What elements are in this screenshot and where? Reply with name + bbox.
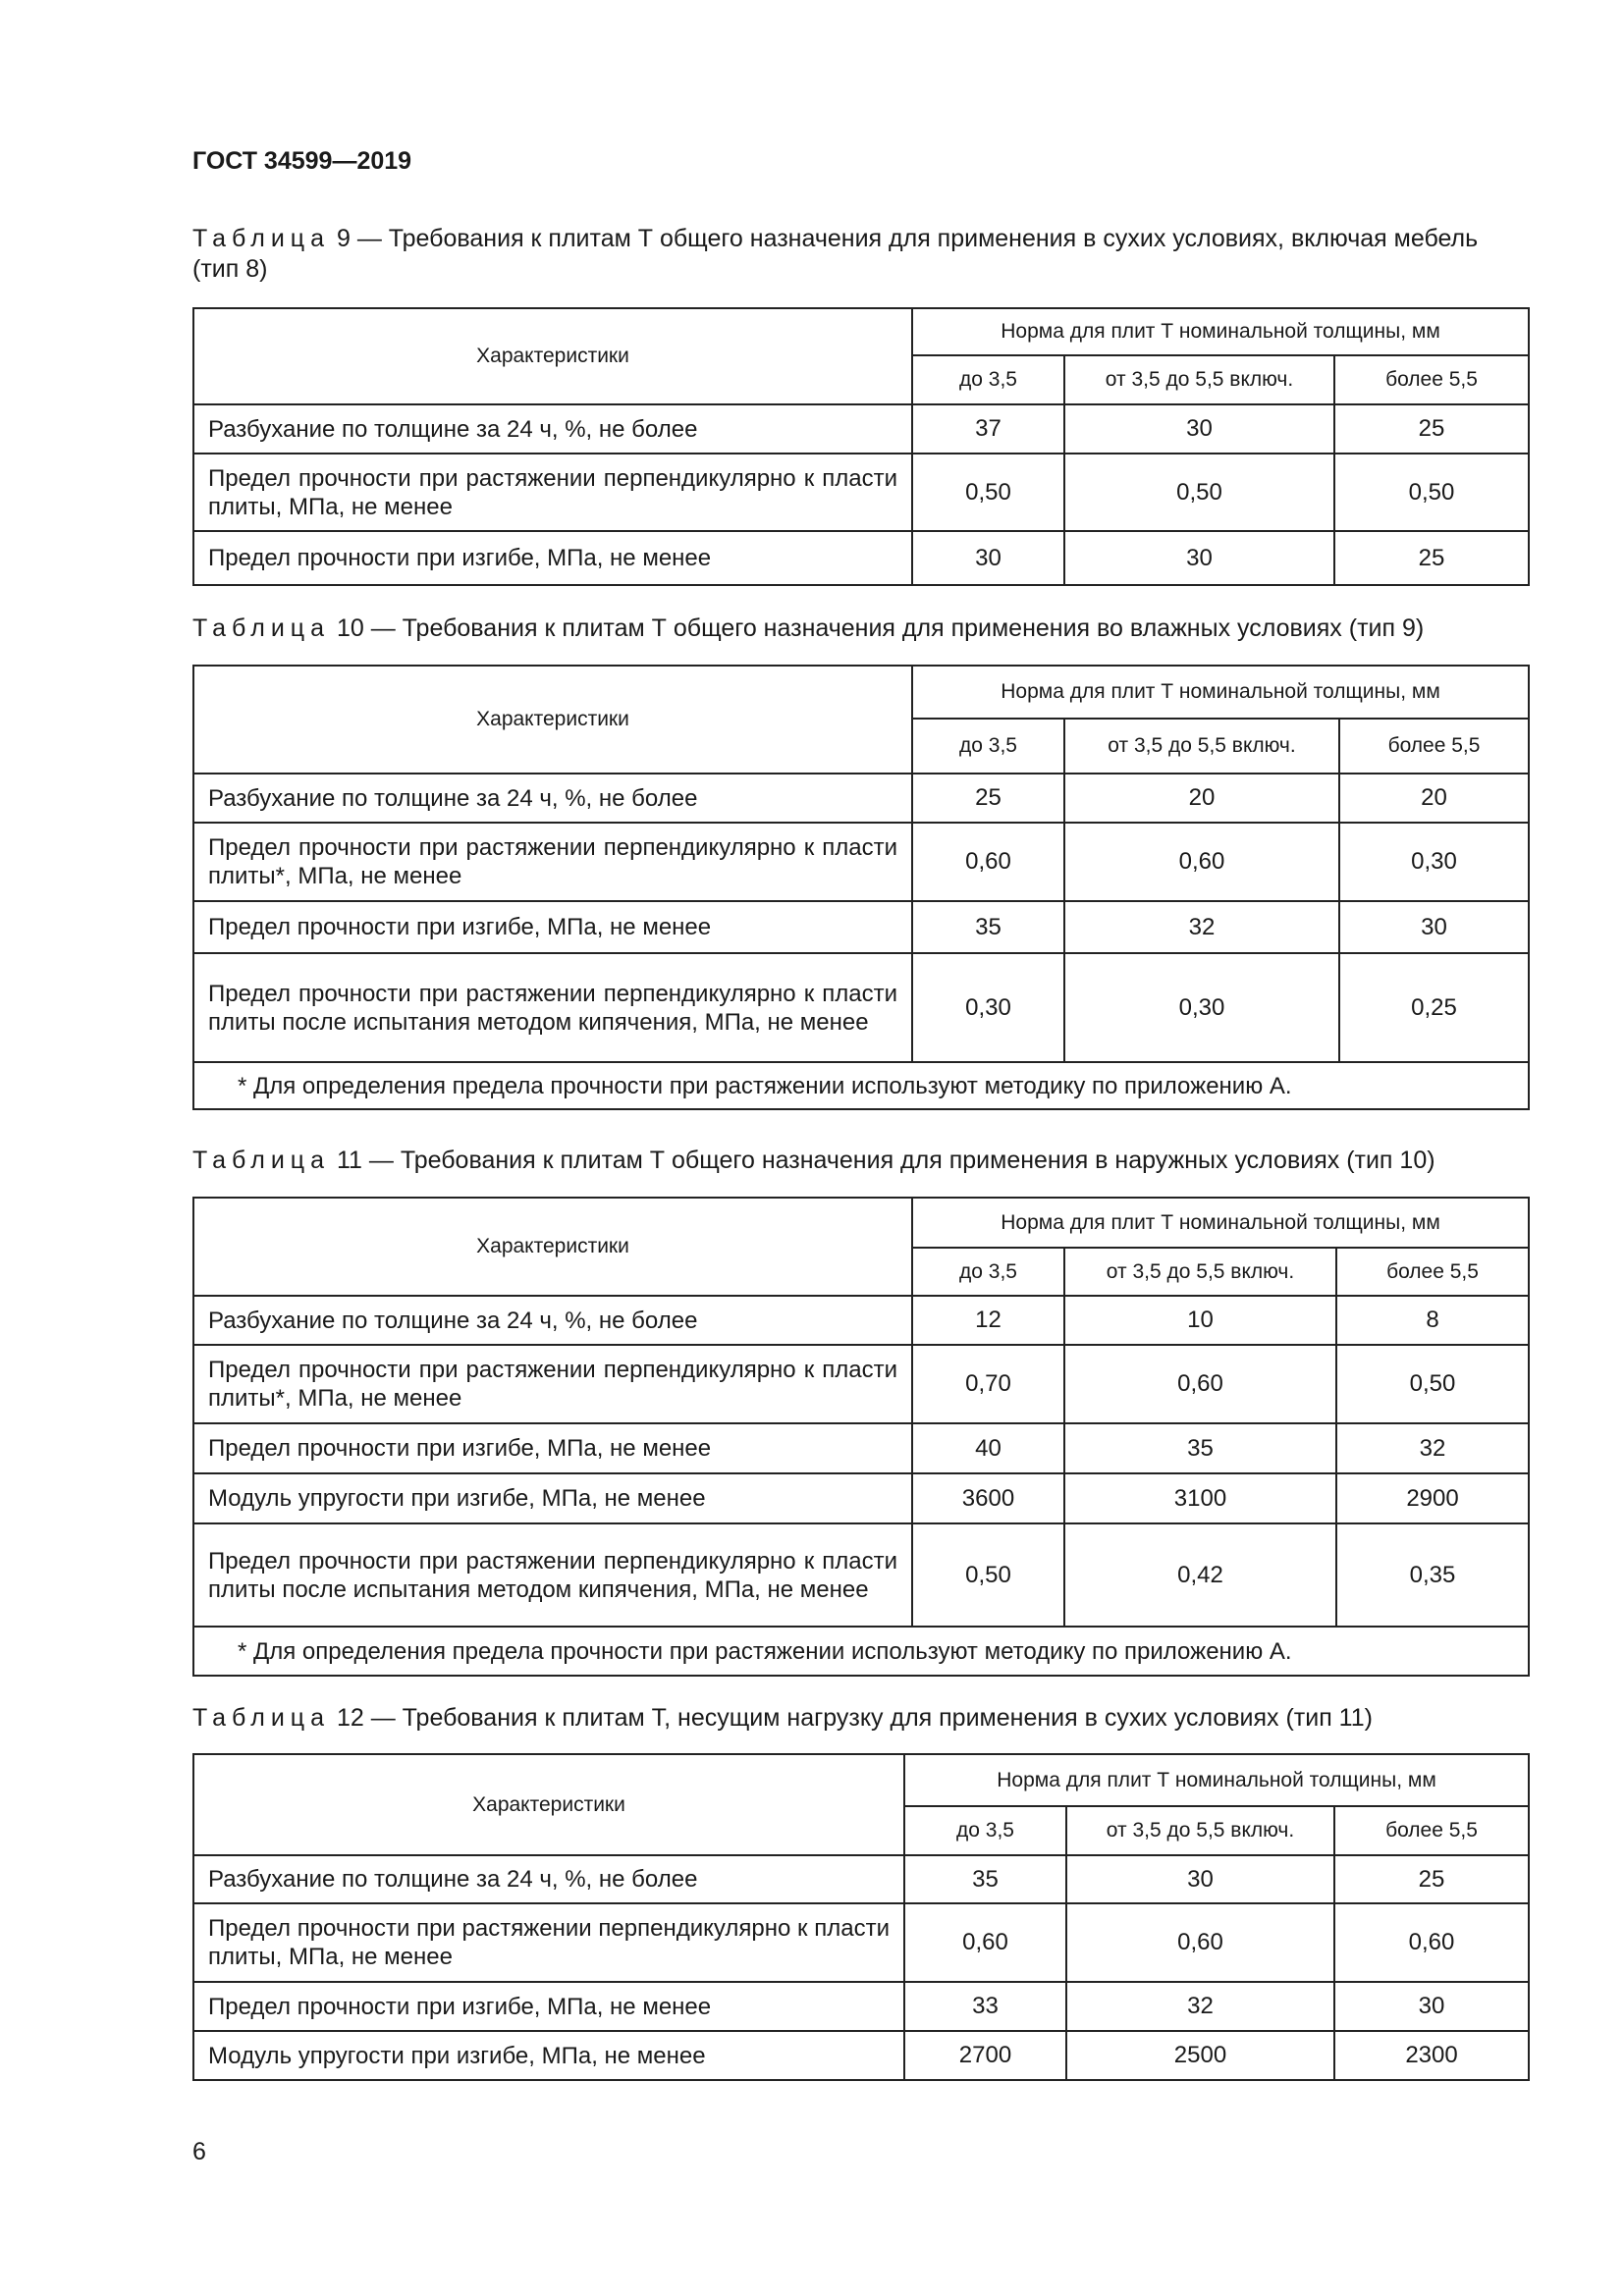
- column-header-3-5-to-5-5: от 3,5 до 5,5 включ.: [1064, 1248, 1336, 1296]
- table-row: [193, 1523, 1529, 1627]
- column-header-over-5-5: более 5,5: [1334, 1806, 1529, 1855]
- table-row: [193, 953, 1529, 1062]
- table-footnote: * Для определения предела прочности при растяжении используют методику по приложению А.: [193, 1062, 1529, 1109]
- column-header-over-5-5: более 5,5: [1336, 1248, 1529, 1296]
- row-value: 33: [904, 1982, 1066, 2031]
- row-value: 0,60: [1066, 1903, 1334, 1982]
- row-value: 0,30: [912, 953, 1064, 1062]
- table-row: [193, 2031, 1529, 2080]
- row-value: 0,60: [912, 823, 1064, 901]
- row-name: Предел прочности при изгибе, МПа, не менее: [193, 1423, 912, 1473]
- row-value: 32: [1064, 901, 1339, 953]
- row-value: 3100: [1064, 1473, 1336, 1523]
- row-value: 0,70: [912, 1345, 1064, 1423]
- table-footnote-row: [193, 1627, 1529, 1676]
- table-row: [193, 404, 1529, 454]
- table-row: [193, 1345, 1529, 1423]
- row-value: 2500: [1066, 2031, 1334, 2080]
- row-value: 2900: [1336, 1473, 1529, 1523]
- table-11: [192, 1197, 1530, 1677]
- table-label: Таблица: [192, 614, 331, 642]
- table-row: [193, 1423, 1529, 1473]
- characteristics-header: Характеристики: [193, 308, 912, 404]
- row-value: 0,30: [1064, 953, 1339, 1062]
- table-10: [192, 665, 1530, 1110]
- row-name: Предел прочности при растяжении перпендикулярно к пласти плиты, МПа, не менее: [193, 1903, 904, 1982]
- row-name: Предел прочности при изгибе, МПа, не менее: [193, 531, 912, 585]
- row-name: Предел прочности при растяжении перпендикулярно к пласти плиты*, МПа, не менее: [193, 823, 912, 901]
- row-name: Модуль упругости при изгибе, МПа, не менее: [193, 2031, 904, 2080]
- column-header-up-to-3-5: до 3,5: [912, 1248, 1064, 1296]
- row-name: Разбухание по толщине за 24 ч, %, не более: [193, 774, 912, 823]
- table-caption-text: 11 — Требования к плитам Т общего назначения для применения в наружных условиях (тип 10): [330, 1147, 1435, 1174]
- norm-header: Норма для плит Т номинальной толщины, мм: [912, 1198, 1529, 1248]
- row-value: 0,50: [1336, 1345, 1529, 1423]
- table-row: [193, 531, 1529, 585]
- row-value: 0,30: [1339, 823, 1529, 901]
- characteristics-header: Характеристики: [193, 1754, 904, 1855]
- row-value: 32: [1066, 1982, 1334, 2031]
- row-value: 20: [1339, 774, 1529, 823]
- column-header-over-5-5: более 5,5: [1339, 719, 1529, 774]
- row-name: Предел прочности при изгибе, МПа, не менее: [193, 901, 912, 953]
- characteristics-header: Характеристики: [193, 1198, 912, 1296]
- row-value: 12: [912, 1296, 1064, 1345]
- row-value: 10: [1064, 1296, 1336, 1345]
- row-value: 35: [912, 901, 1064, 953]
- row-value: 40: [912, 1423, 1064, 1473]
- characteristics-header: Характеристики: [193, 666, 912, 774]
- row-value: 30: [912, 531, 1064, 585]
- row-name: Предел прочности при растяжении перпендикулярно к пласти плиты после испытания методом кипячения, МПа, не менее: [193, 1523, 912, 1627]
- row-value: 0,42: [1064, 1523, 1336, 1627]
- column-header-up-to-3-5: до 3,5: [912, 719, 1064, 774]
- table-caption-text: 12 — Требования к плитам Т, несущим нагрузку для применения в сухих условиях (тип 11): [330, 1704, 1373, 1732]
- table-row: [193, 1855, 1529, 1903]
- row-value: 30: [1339, 901, 1529, 953]
- table-row: [193, 774, 1529, 823]
- row-name: Предел прочности при растяжении перпендикулярно к пласти плиты, МПа, не менее: [193, 454, 912, 531]
- row-value: 2300: [1334, 2031, 1529, 2080]
- table-10-caption: [192, 614, 1528, 644]
- row-value: 25: [1334, 1855, 1529, 1903]
- column-header-3-5-to-5-5: от 3,5 до 5,5 включ.: [1064, 355, 1334, 404]
- table-9: [192, 307, 1530, 586]
- table-row: [193, 1473, 1529, 1523]
- row-value: 3600: [912, 1473, 1064, 1523]
- table-row: [193, 1903, 1529, 1982]
- table-row: [193, 901, 1529, 953]
- table-label: Таблица: [192, 1704, 331, 1732]
- row-name: Модуль упругости при изгибе, МПа, не менее: [193, 1473, 912, 1523]
- table-caption-text: 9 — Требования к плитам Т общего назначения для применения в сухих условиях, включая мебель (тип 8): [192, 225, 1479, 283]
- row-value: 0,60: [904, 1903, 1066, 1982]
- row-value: 2700: [904, 2031, 1066, 2080]
- row-value: 35: [1064, 1423, 1336, 1473]
- row-value: 37: [912, 404, 1064, 454]
- table-9-caption: [192, 224, 1528, 285]
- row-name: Предел прочности при растяжении перпендикулярно к пласти плиты*, МПа, не менее: [193, 1345, 912, 1423]
- row-value: 30: [1064, 531, 1334, 585]
- row-value: 8: [1336, 1296, 1529, 1345]
- row-value: 0,50: [1064, 454, 1334, 531]
- table-footnote-row: [193, 1062, 1529, 1109]
- row-value: 20: [1064, 774, 1339, 823]
- row-value: 35: [904, 1855, 1066, 1903]
- table-12: [192, 1753, 1530, 2081]
- table-row: [193, 823, 1529, 901]
- table-row: [193, 1982, 1529, 2031]
- row-value: 30: [1334, 1982, 1529, 2031]
- norm-header: Норма для плит Т номинальной толщины, мм: [904, 1754, 1529, 1806]
- norm-header: Норма для плит Т номинальной толщины, мм: [912, 308, 1529, 355]
- row-value: 32: [1336, 1423, 1529, 1473]
- column-header-up-to-3-5: до 3,5: [904, 1806, 1066, 1855]
- column-header-3-5-to-5-5: от 3,5 до 5,5 включ.: [1066, 1806, 1334, 1855]
- row-name: Разбухание по толщине за 24 ч, %, не более: [193, 404, 912, 454]
- table-row: [193, 454, 1529, 531]
- row-name: Предел прочности при растяжении перпендикулярно к пласти плиты после испытания методом кипячения, МПа, не менее: [193, 953, 912, 1062]
- column-header-up-to-3-5: до 3,5: [912, 355, 1064, 404]
- table-row: [193, 1296, 1529, 1345]
- row-name: Разбухание по толщине за 24 ч, %, не более: [193, 1855, 904, 1903]
- row-name: Предел прочности при изгибе, МПа, не менее: [193, 1982, 904, 2031]
- row-value: 0,60: [1064, 823, 1339, 901]
- table-11-caption: [192, 1146, 1528, 1176]
- row-value: 25: [912, 774, 1064, 823]
- page-number: 6: [192, 2138, 206, 2165]
- row-value: 0,60: [1064, 1345, 1336, 1423]
- table-label: Таблица: [192, 225, 331, 252]
- table-12-caption: [192, 1703, 1528, 1734]
- table-caption-text: 10 — Требования к плитам Т общего назначения для применения во влажных условиях (тип 9): [330, 614, 1425, 642]
- table-label: Таблица: [192, 1147, 331, 1174]
- row-value: 30: [1066, 1855, 1334, 1903]
- column-header-3-5-to-5-5: от 3,5 до 5,5 включ.: [1064, 719, 1339, 774]
- column-header-over-5-5: более 5,5: [1334, 355, 1529, 404]
- row-value: 0,50: [912, 454, 1064, 531]
- row-value: 25: [1334, 531, 1529, 585]
- row-value: 0,25: [1339, 953, 1529, 1062]
- row-value: 25: [1334, 404, 1529, 454]
- row-name: Разбухание по толщине за 24 ч, %, не более: [193, 1296, 912, 1345]
- row-value: 0,60: [1334, 1903, 1529, 1982]
- document-code: ГОСТ 34599—2019: [192, 147, 412, 175]
- table-footnote: * Для определения предела прочности при растяжении используют методику по приложению А.: [193, 1627, 1529, 1676]
- row-value: 30: [1064, 404, 1334, 454]
- row-value: 0,35: [1336, 1523, 1529, 1627]
- norm-header: Норма для плит Т номинальной толщины, мм: [912, 666, 1529, 719]
- row-value: 0,50: [912, 1523, 1064, 1627]
- row-value: 0,50: [1334, 454, 1529, 531]
